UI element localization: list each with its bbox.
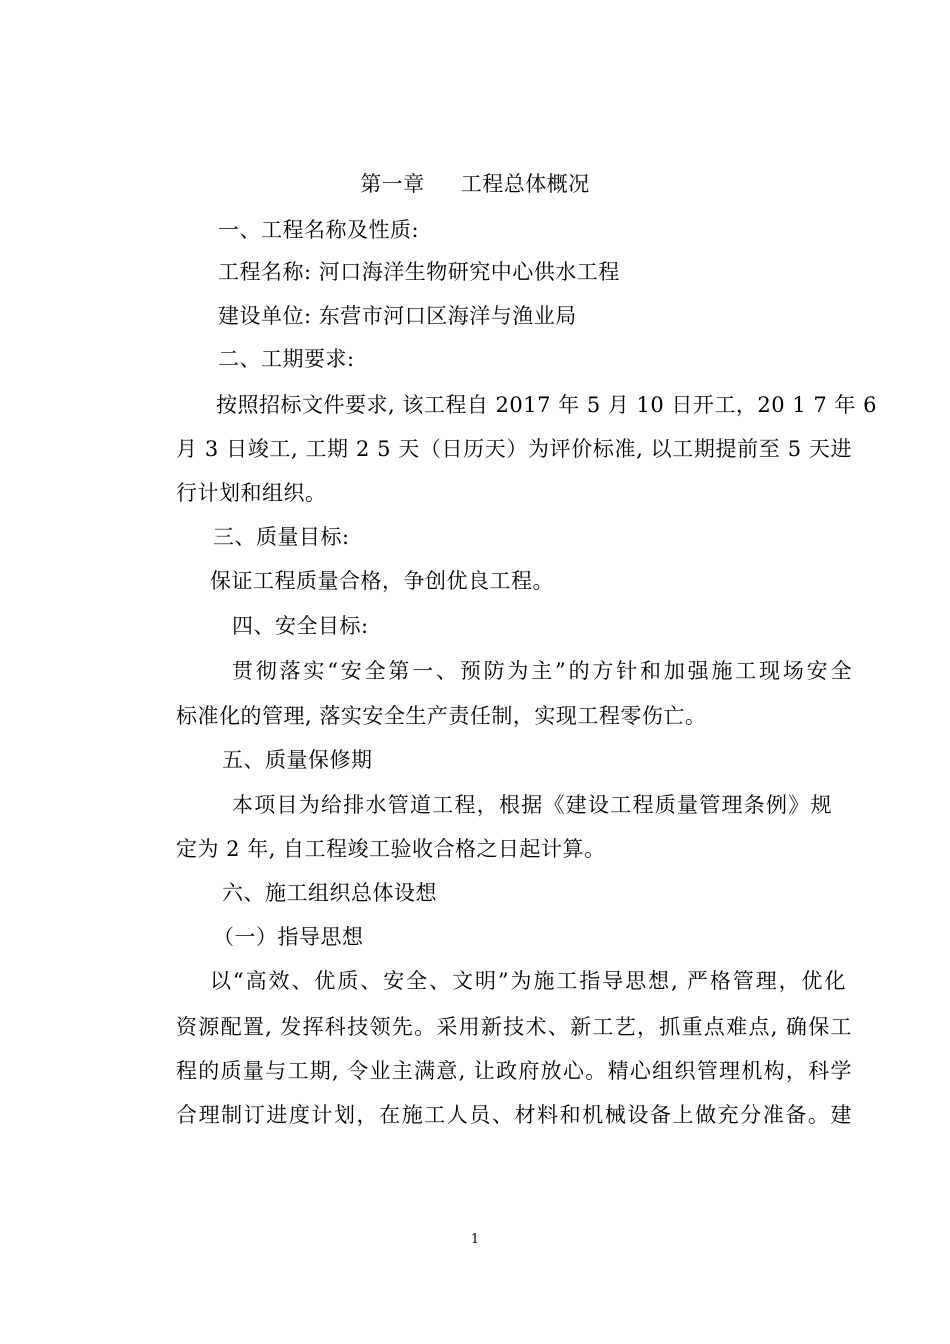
guiding-paragraph-line-1: 以“高效、优质、安全、文明”为施工指导思想, 严格管理，优化 — [210, 969, 846, 993]
warranty-paragraph-line-2: 定为 2 年, 自工程竣工验收合格之日起计算。 — [176, 837, 606, 861]
section-4-heading: 四、安全目标: — [232, 614, 369, 638]
section-6-heading: 六、施工组织总体设想 — [222, 881, 437, 905]
schedule-paragraph-line-3: 行计划和组织。 — [176, 481, 327, 505]
project-name-line: 工程名称: 河口海洋生物研究中心供水工程 — [218, 260, 620, 284]
safety-paragraph-line-2: 标准化的管理, 落实安全生产责任制，实现工程零伤亡。 — [176, 704, 707, 728]
chapter-heading: 工程总体概况 — [460, 172, 590, 196]
section-3-heading: 三、质量目标: — [213, 525, 350, 549]
schedule-paragraph-line-1: 按照招标文件要求, 该工程自 2017 年 5 月 10 日开工，20 1 7 年 6 — [216, 393, 877, 417]
guiding-paragraph-line-2: 资源配置, 发挥科技领先。采用新技术、新工艺，抓重点难点, 确保工 — [176, 1015, 852, 1039]
section-1-heading: 一、工程名称及性质: — [218, 218, 420, 242]
quality-target-paragraph: 保证工程质量合格，争创优良工程。 — [210, 569, 554, 593]
safety-paragraph-line-1: 贯彻落实“安全第一、预防为主”的方针和加强施工现场安全 — [232, 659, 852, 683]
builder-line: 建设单位: 东营市河口区海洋与渔业局 — [218, 304, 577, 328]
section-5-heading: 五、质量保修期 — [222, 748, 373, 772]
page-number: 1 — [470, 1232, 480, 1247]
guiding-paragraph-line-4: 合理制订进度计划，在施工人员、材料和机械设备上做充分准备。建 — [176, 1103, 852, 1127]
schedule-paragraph-line-2: 月 3 日竣工, 工期 2 5 天（日历天）为评价标准, 以工期提前至 5 天进 — [176, 437, 852, 461]
warranty-paragraph-line-1: 本项目为给排水管道工程，根据《建设工程质量管理条例》规 — [232, 793, 832, 817]
chapter-title — [0, 170, 950, 198]
subsection-guiding-ideology: （一）指导思想 — [213, 925, 364, 949]
guiding-paragraph-line-3: 程的质量与工期, 令业主满意, 让政府放心。精心组织管理机构，科学 — [176, 1059, 852, 1083]
section-2-heading: 二、工期要求: — [218, 347, 355, 371]
chapter-label: 第一章 — [360, 172, 425, 196]
